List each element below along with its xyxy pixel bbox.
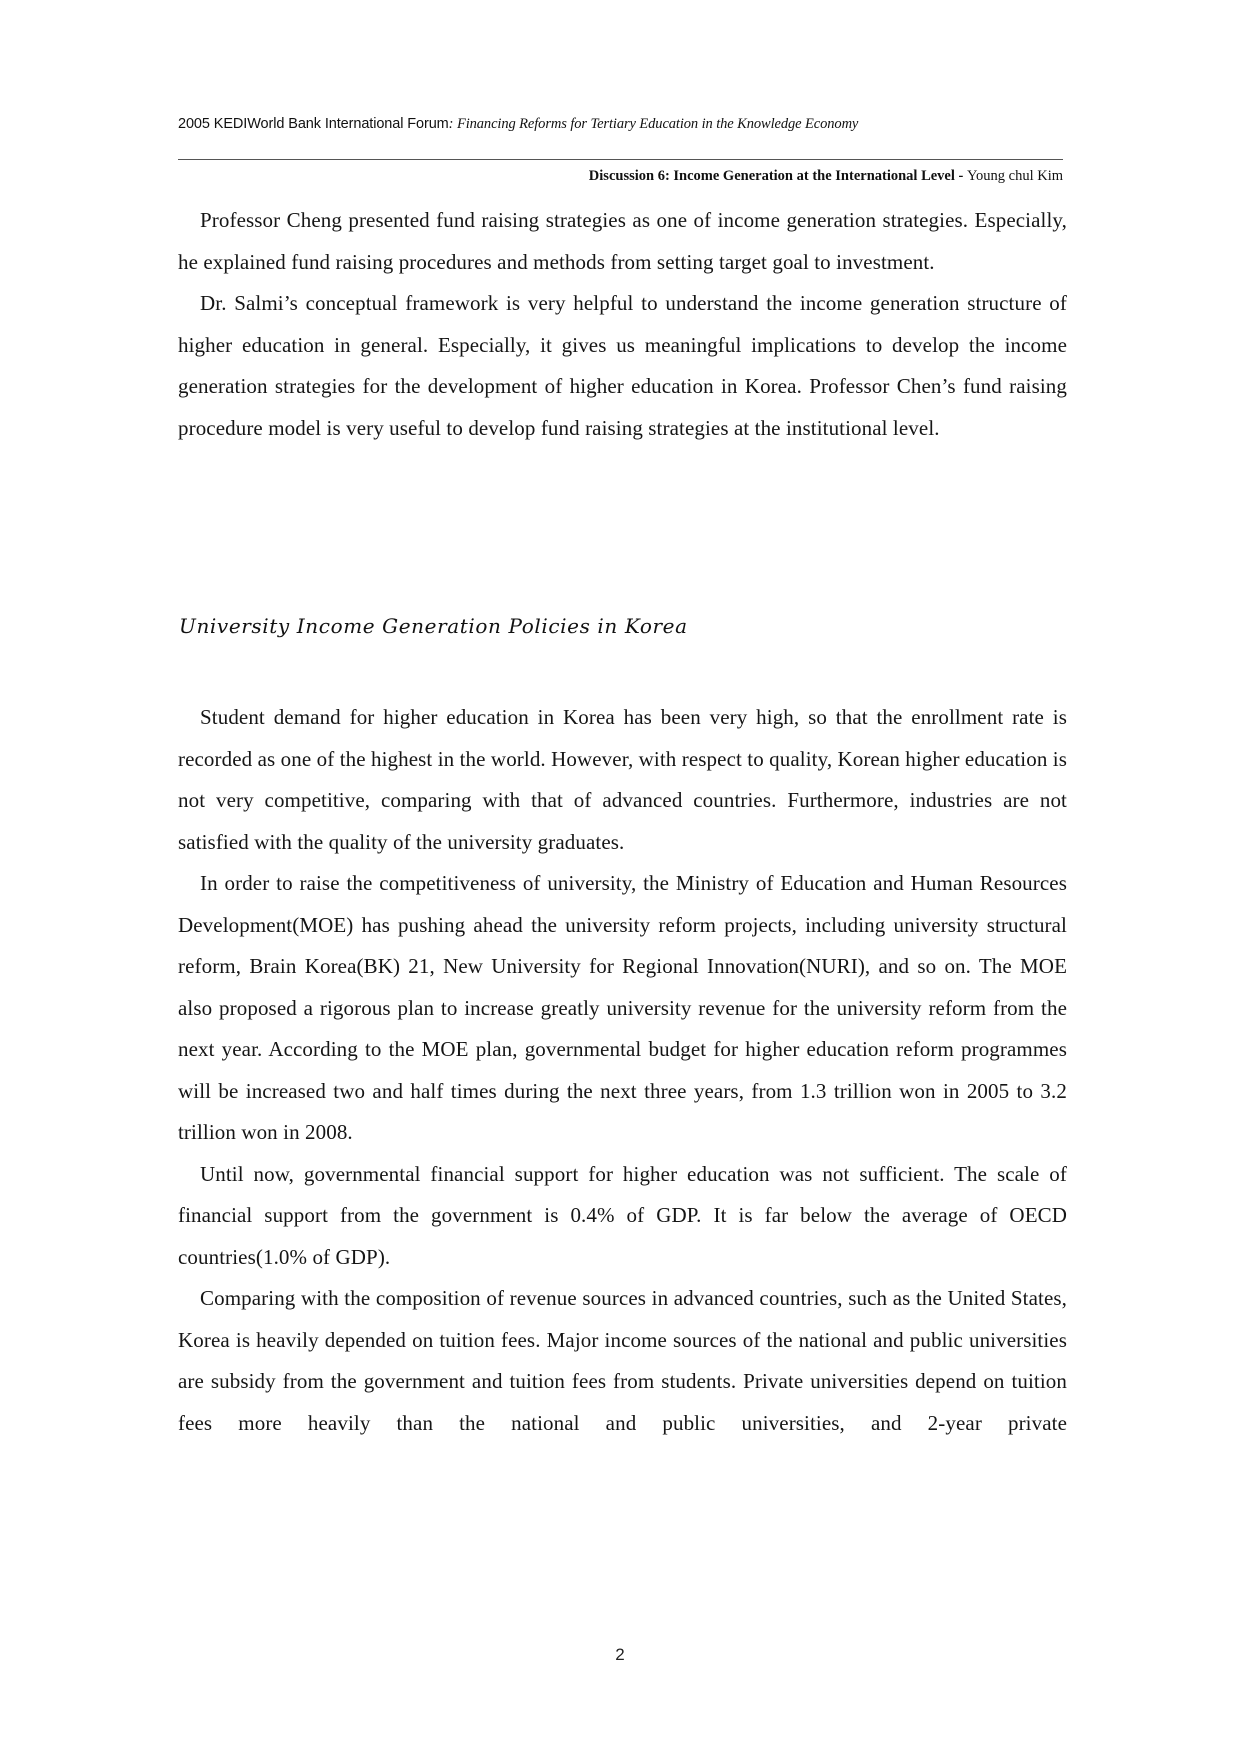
page-number: 2 [615,1645,625,1664]
author-name: Young chul Kim [966,168,1063,184]
discussion-title: Discussion 6: Income Generation at the International Level - [588,168,967,184]
header-separator: : [448,116,457,132]
paragraph: Dr. Salmi’s conceptual framework is very helpful to understand the income generation structure of higher education in general. Especially, it gives us meaningful implications to develop the income generation strategies for the development of higher education in Korea. Professor Chen’s fund raising procedure model is very useful to develop fund raising strategies at the institutional level. [178,291,1067,440]
header-rule [178,159,1063,160]
forum-subtitle: Financing Reforms for Tertiary Education in the Knowledge Economy [456,116,859,132]
running-header [178,116,1068,133]
paragraph: Student demand for higher education in Korea has been very high, so that the enrollment rate is recorded as one of the highest in the world. However, with respect to quality, Korean higher education is not very competitive, comparing with that of advanced countries. Furthermore, industries are not satisfied with the quality of the university graduates. [178,705,1067,854]
section-heading: University Income Generation Policies in Korea [179,614,688,638]
discussion-header [589,168,1063,185]
forum-title: 2005 KEDIWorld Bank International Forum [178,116,449,132]
paragraph: Until now, governmental financial support for higher education was not sufficient. The scale of financial support from the government is 0.4% of GDP. It is far below the average of OECD countries(1.0% of GDP). [178,1161,1067,1269]
paragraph: Professor Cheng presented fund raising strategies as one of income generation strategies. Especially, he explained fund raising procedures and methods from setting target goal to investment. [178,208,1067,274]
intro-text-block [178,200,1067,449]
paragraph: Comparing with the composition of revenue sources in advanced countries, such as the United States, Korea is heavily depended on tuition fees. Major income sources of the national and public universities are subsidy from the government and tuition fees from students. Private universities depend on tuition fees more heavily than the national and public universities, and 2-year private [178,1286,1067,1435]
paragraph: In order to raise the competitiveness of university, the Ministry of Education and Human Resources Development(MOE) has pushing ahead the university reform projects, including university structural reform, Brain Korea(BK) 21, New University for Regional Innovation(NURI), and so on. The MOE also proposed a rigorous plan to increase greatly university revenue for the university reform from the next year. According to the MOE plan, governmental budget for higher education reform programmes will be increased two and half times during the next three years, from 1.3 trillion won in 2005 to 3.2 trillion won in 2008. [178,871,1067,1144]
section-text-block [178,697,1067,1444]
